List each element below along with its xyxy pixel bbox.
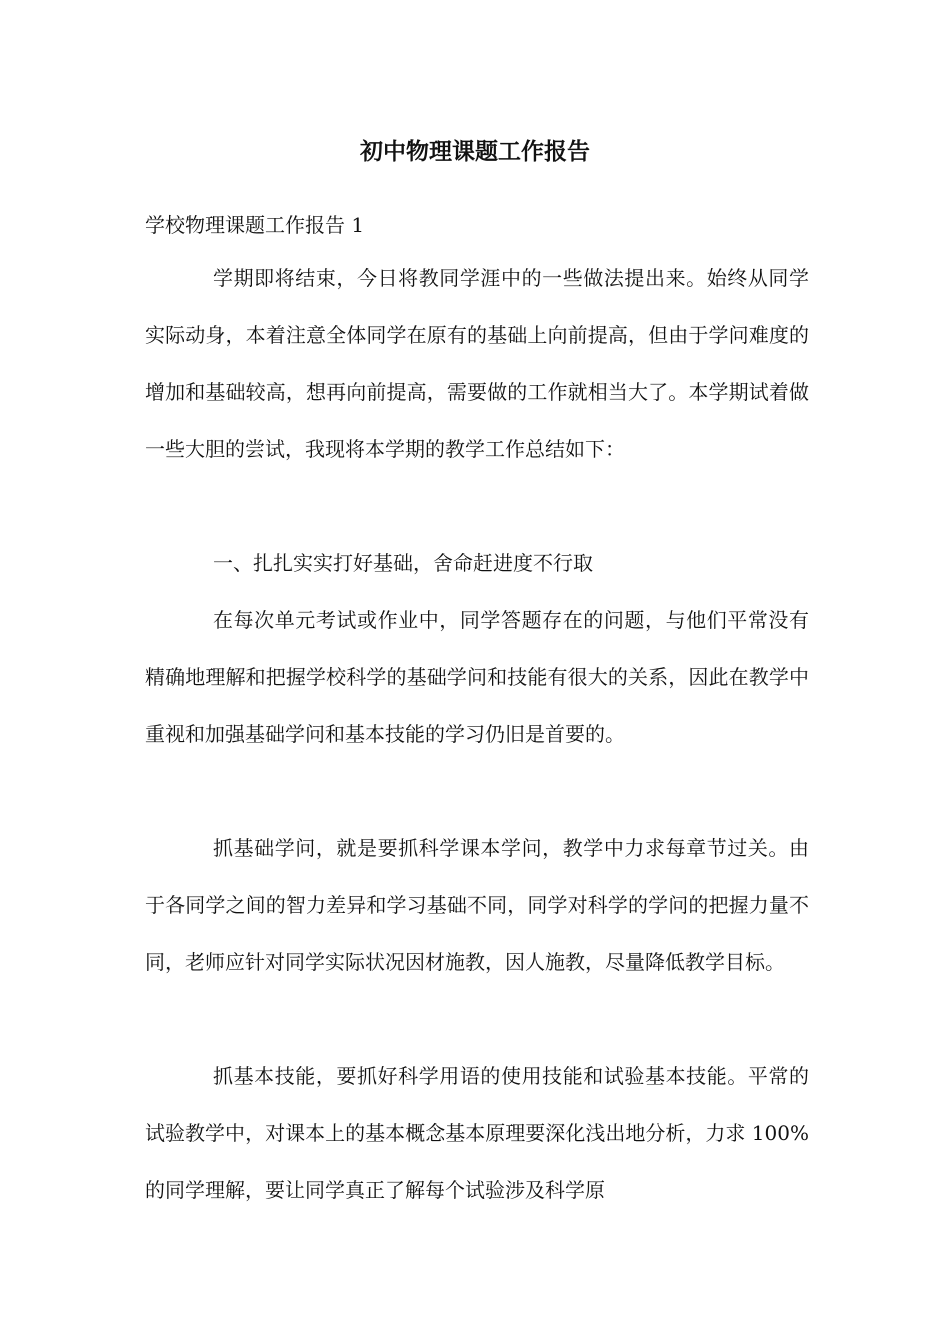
section-heading-1: 一、扎扎实实打好基础，舍命赶进度不行取 [213,551,593,575]
paragraph-exam-problems: 在每次单元考试或作业中，同学答题存在的问题，与他们平常没有精确地理解和把握学校科学的基础学问和技能有很大的关系，因此在教学中重视和加强基础学问和基本技能的学习仍旧是首要的。 [145,608,809,746]
paragraph-basic-skills: 抓基本技能，要抓好科学用语的使用技能和试验基本技能。平常的试验教学中，对课本上的基本概念基本原理要深化浅出地分析，力求 100%的同学理解，要让同学真正了解每个试验涉及科学原 [145,1064,809,1202]
paragraph-intro: 学期即将结束，今日将教同学涯中的一些做法提出来。始终从同学实际动身，本着注意全体同学在原有的基础上向前提高，但由于学问难度的增加和基础较高，想再向前提高，需要做的工作就相当大了。本学期试着做一些大胆的尝试，我现将本学期的教学工作总结如下： [145,266,809,461]
report-subheading: 学校物理课题工作报告 1 [145,213,365,237]
paragraph-basic-knowledge: 抓基础学问，就是要抓科学课本学问，教学中力求每章节过关。由于各同学之间的智力差异和学习基础不同，同学对科学的学问的把握力量不同，老师应针对同学实际状况因材施教，因人施教，尽量降低教学目标。 [145,836,809,974]
document-title: 初中物理课题工作报告 [360,138,590,165]
